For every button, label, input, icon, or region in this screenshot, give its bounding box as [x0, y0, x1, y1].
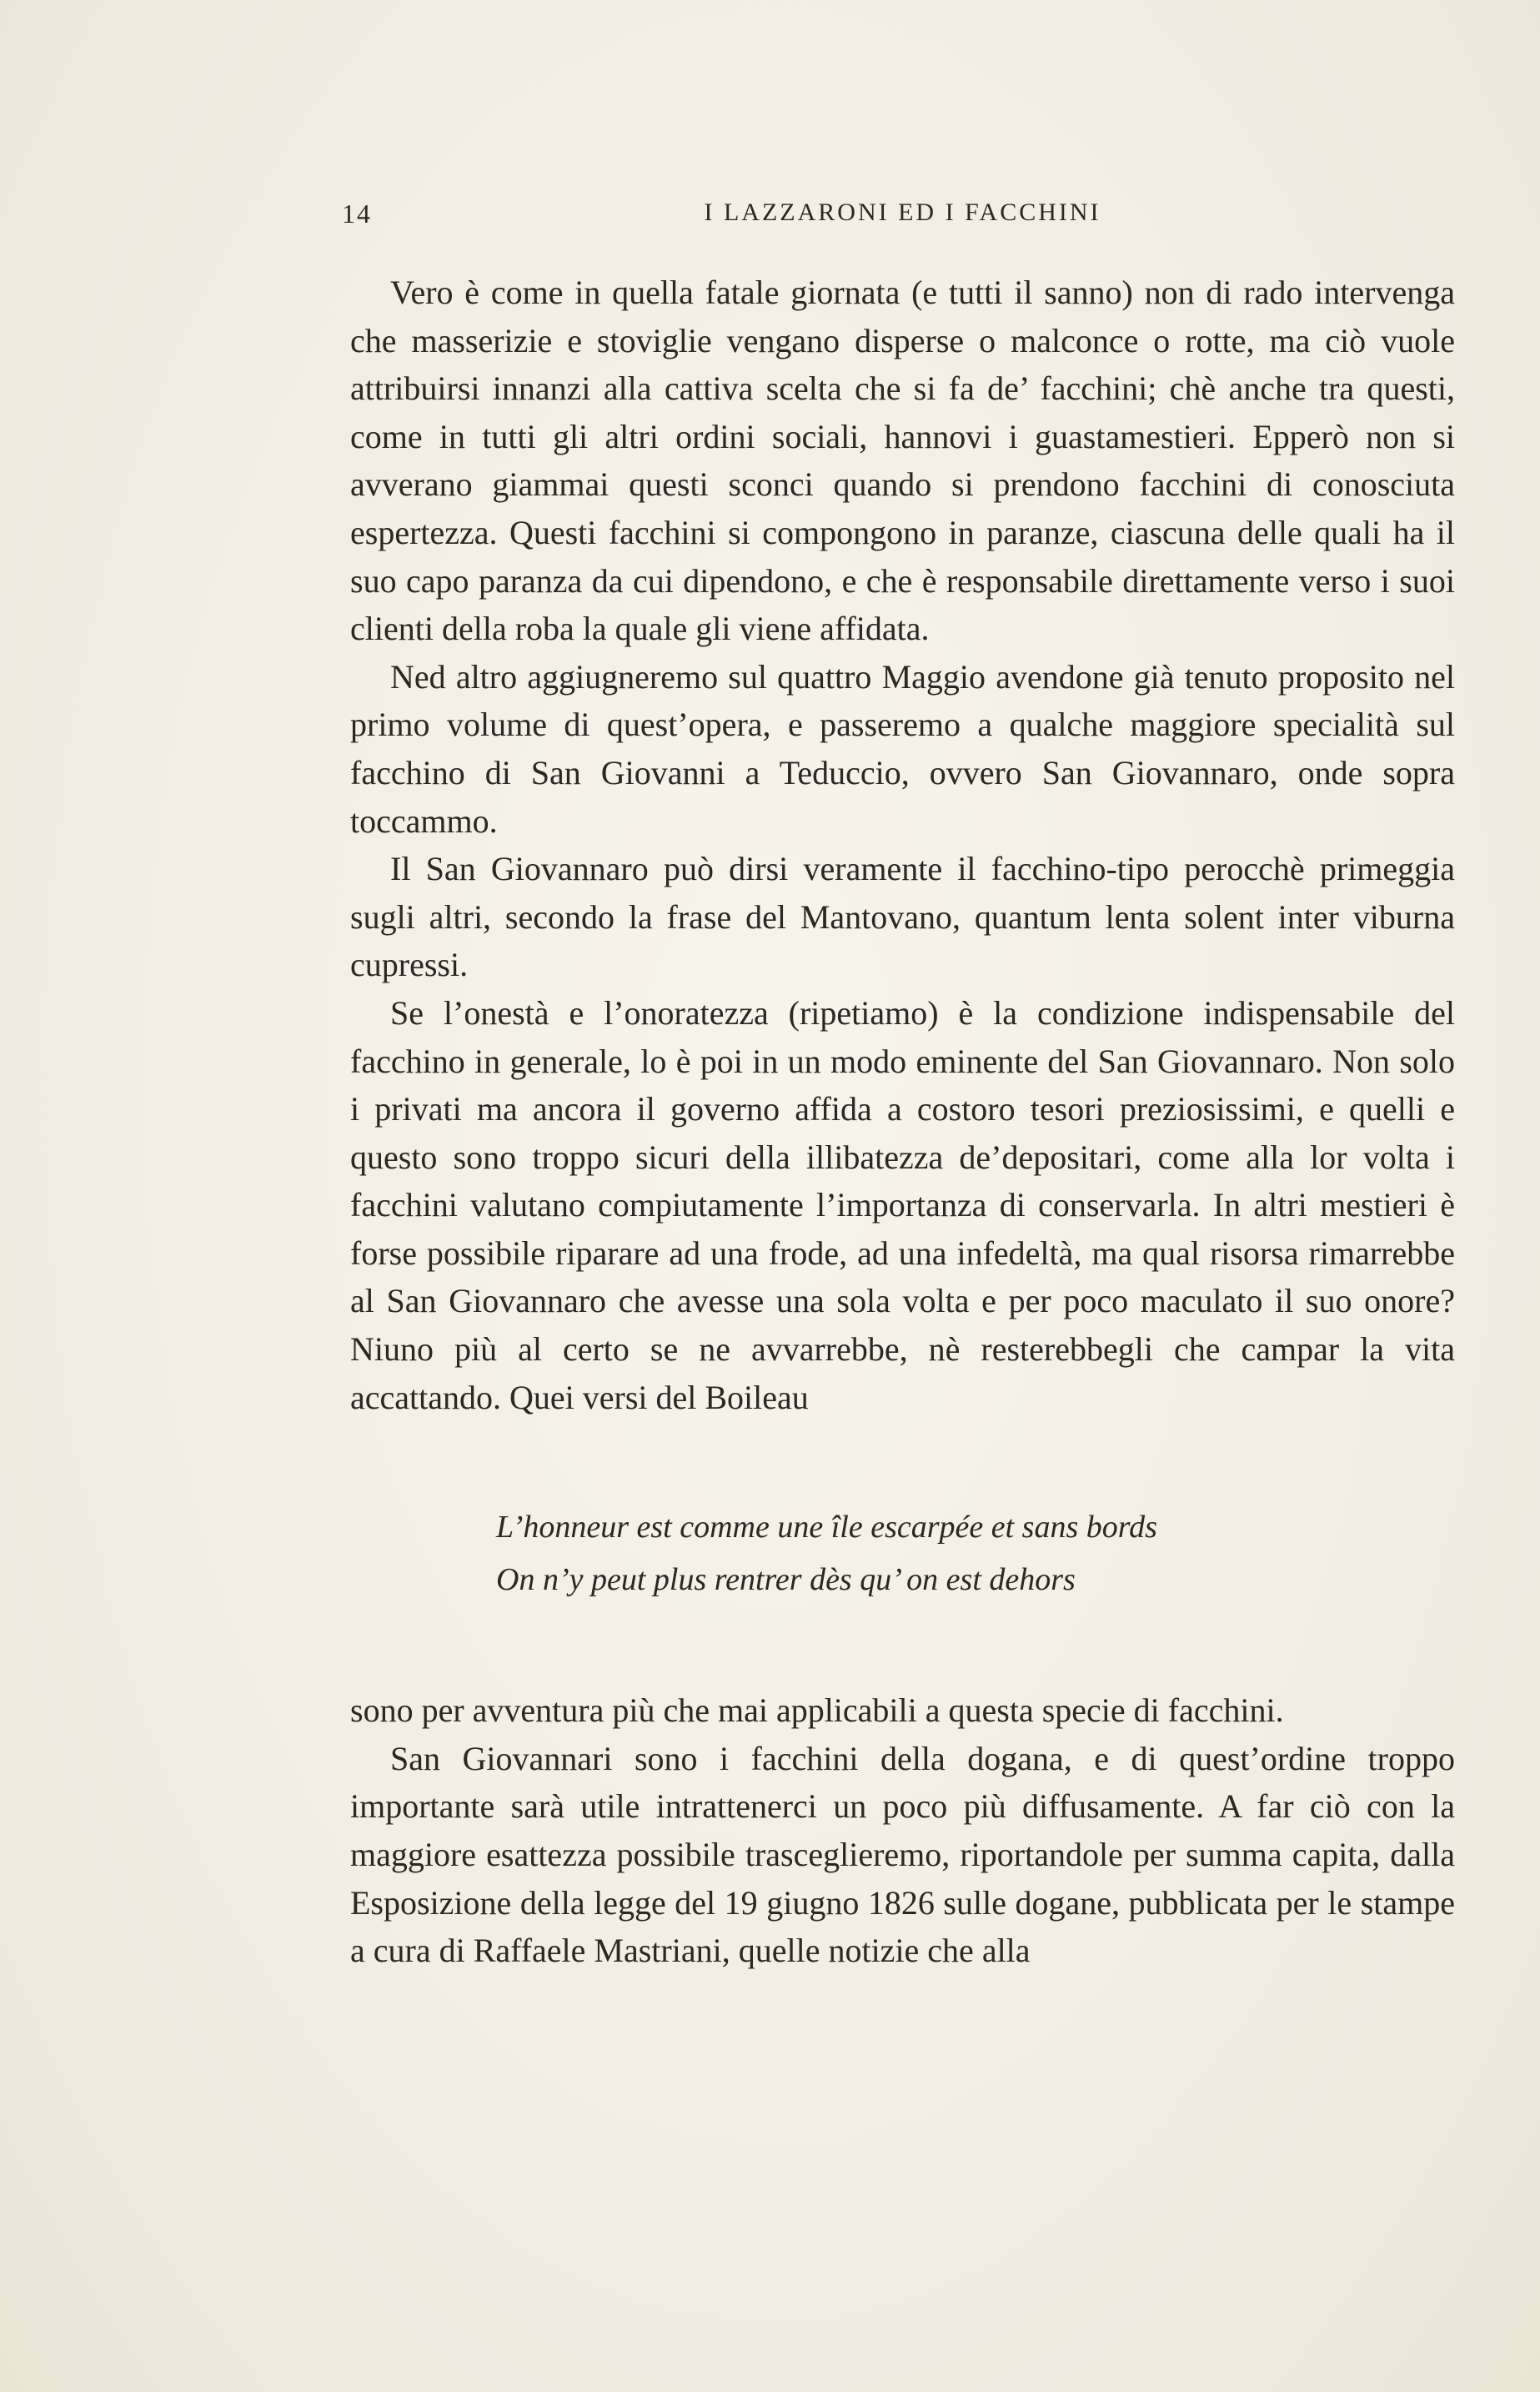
paragraph-after-quote: sono per avventura più che mai applicabili a questa specie di facchini.: [350, 1691, 1284, 1730]
running-title: I LAZZARONI ED I FACCHINI: [704, 198, 1101, 226]
paragraph-3: Il San Giovannaro può dirsi veramente il facchino-tipo perocchè primeggia sugli altri, secondo la frase del Mantovano, quantum lenta solent inter viburna cupressi.: [350, 850, 1455, 984]
paragraph-4: Se l’onestà e l’onoratezza (ripetiamo) è la condizione indispensabile del facchino in generale, lo è poi in un modo eminente del San Giovannaro. Non solo i privati ma ancora il governo affida a costoro tesori preziosissimi, e quelli e questo sono troppo sicuri della illibatezza de’depositari, come alla lor volta i facchini valutano compiutamente l’importanza di conservarla. In altri mestieri è forse possibile riparare ad una frode, ad una infedeltà, ma qual risorsa rimarrebbe al San Giovannaro che avesse una sola volta e per poco maculato il suo onore? Niuno più al certo se ne avvarrebbe, nè resterebbegli che campar la vita accattando. Quei versi del Boileau: [350, 993, 1455, 1416]
verse-line-1: L’honneur est comme une île escarpée et sans bords: [496, 1510, 1157, 1545]
page-number: 14: [342, 198, 372, 229]
verse-line-2: On n’y peut plus rentrer dès qu’ on est dehors: [496, 1562, 1076, 1598]
paragraph-5: San Giovannari sono i facchini della dogana, e di quest’ordine troppo importante sarà utile intrattenerci un poco più diffusamente. A far ciò con la maggiore esattezza possibile trasceglieremo, riportandole per summa capita, dalla Esposizione della legge del 19 giugno 1826 sulle dogane, pubblicata per le stampe a cura di Raffaele Mastriani, quelle notizie che alla: [350, 1739, 1455, 1970]
page-header: [342, 198, 1463, 240]
paragraph-1: Vero è come in quella fatale giornata (e tutti il sanno) non di rado intervenga che masserizie e stoviglie vengano disperse o malconce o rotte, ma ciò vuole attribuirsi innanzi alla cattiva scelta che si fa de’ facchini; chè anche tra questi, come in tutti gli altri ordini sociali, hannovi i guastamestieri. Epperò non si avverano giammai questi sconci quando si prendono facchini di conosciuta espertezza. Questi facchini si compongono in paranze, ciascuna delle quali ha il suo capo paranza da cui dipendono, e che è responsabile direttamente verso i suoi clienti della roba la quale gli viene affidata.: [350, 274, 1455, 648]
verse-quote: [350, 1501, 1455, 1606]
paragraph-2: Ned altro aggiugneremo sul quattro Maggio avendone già tenuto proposito nel primo volume di quest’opera, e passeremo a qualche maggiore specialità sul facchino di San Giovanni a Teduccio, ovvero San Giovannaro, onde sopra toccammo.: [350, 657, 1455, 840]
body-text: [350, 269, 1455, 1975]
